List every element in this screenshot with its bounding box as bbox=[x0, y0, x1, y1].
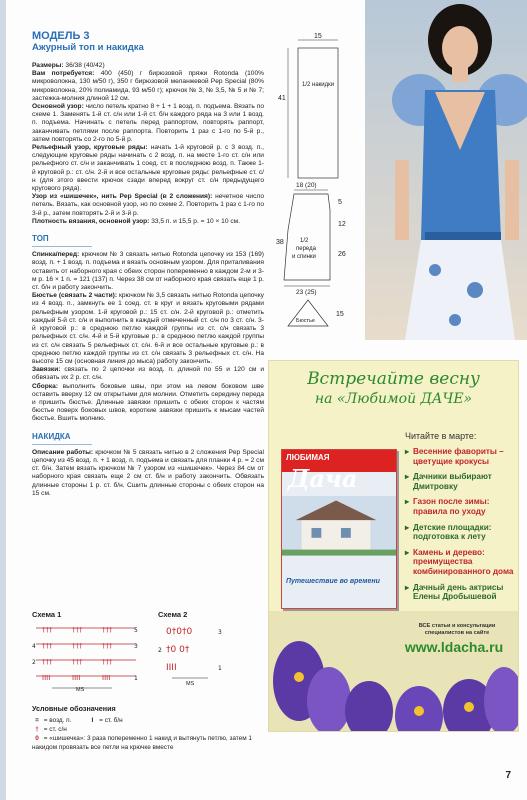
ad-article-3: ▸ Газон после зимы: правила по уходу bbox=[407, 497, 519, 516]
schema1-label: Схема 1 bbox=[32, 610, 62, 619]
legend bbox=[32, 716, 272, 752]
schema1-ms: MS bbox=[76, 687, 85, 692]
divider bbox=[32, 246, 92, 247]
backfront-label: Спинка/перед: bbox=[32, 251, 80, 259]
legend-row bbox=[32, 716, 272, 725]
svg-text:†††: ††† bbox=[72, 626, 83, 634]
svg-text:†††: ††† bbox=[102, 626, 113, 634]
ties-label: Завязки: bbox=[32, 366, 61, 374]
ad-article-1: ▸ Весенние фавориты – цветущие крокусы bbox=[407, 447, 519, 466]
svg-text:†††: ††† bbox=[72, 658, 83, 666]
legend-sc-text: ст. б/н bbox=[104, 717, 123, 724]
ad-site-note: ВСЕ статьи и консультации специалистов на сайте bbox=[418, 623, 496, 636]
chain-symbol-icon: = bbox=[35, 717, 39, 724]
dc-symbol-icon: † bbox=[35, 726, 39, 733]
shishechka-label: Узор из «шишечек», нить Pep Special (в 2 сложения): bbox=[32, 193, 213, 201]
bust-para bbox=[32, 292, 264, 366]
ties-value: связать по 2 цепочки из возд. п. длиной по 55 и 120 см и обвязать их 2 р. ст. с/н. bbox=[32, 366, 265, 382]
top-bottom-num: 23 (25) bbox=[296, 289, 317, 296]
main-pattern-label: Основной узор: bbox=[32, 103, 84, 111]
svg-text:5: 5 bbox=[134, 627, 138, 634]
ad-headline-1: Встречайте весну bbox=[307, 369, 480, 389]
top-label-1: 1/2 bbox=[300, 238, 309, 244]
schema2-label: Схема 2 bbox=[158, 610, 188, 619]
bust-height-num: 15 bbox=[336, 311, 344, 318]
top-side-right-3: 26 bbox=[338, 251, 346, 258]
ad-article-2: ▸ Дачники выбирают Дмитровку bbox=[407, 472, 519, 491]
cape-side-num: 41 bbox=[278, 95, 286, 102]
ad-read-label: Читайте в марте: bbox=[405, 431, 477, 441]
density-label: Плотность вязания, основной узор: bbox=[32, 217, 150, 225]
svg-text:2: 2 bbox=[158, 647, 162, 654]
shishechka-value: нечетное число петель. Вязать, как основной узор, но по схеме 2. Повторить 1 раз с 1-го по 3-й р., затем повторять 2-й и 3-й р. bbox=[32, 193, 264, 217]
ad-website-link[interactable]: www.ldacha.ru bbox=[404, 639, 504, 655]
legend-item-sc: I = ст. б/н bbox=[87, 716, 122, 725]
schema2-diagram bbox=[158, 620, 238, 690]
legend-item-bobble: 0 = «шишечка»: 3 раза попеременно 1 накид и вытянуть петлю, затем 1 накидом провязать все петли на крючке вместе bbox=[32, 735, 252, 751]
assembly-value: выполнить боковые швы, при этом на левом боковом шве оставить вверху 12 см открытыми для молнии. Отметить середину переда и пришить бюстье. Длинные завязки пришить с обеих сторон к частям бюстье поверх боковых швов, короткие завязки пришить к мысам частей бюстье. Вшить молнию. bbox=[32, 382, 264, 423]
cape-desc-label: Описание работы: bbox=[32, 448, 94, 456]
svg-text:IIII: IIII bbox=[102, 674, 111, 682]
top-label-3: и спинки bbox=[292, 254, 316, 260]
bust-value: крючком № 3,5 связать нитью Rotonda цепочку из 4 возд. п., замкнуть ее 1 соед. ст. в круг и вязать круговыми рядами рельефным узором. 1-й круговой р.: 15 ст. с/н. 2-й круговой р.: отметить каждый 5-й ст. с/н и выполнить в каждый отмеченный ст. с/н по 3 ст. с/н. 3-й круговой р.: в среднюю петлю каждой группы из ст. с/н связать 3 рельефных ст. с/н. 4-й и 5-й круговые р.: в среднюю петлю каждой группы из ст. с/н связать 5 рельефных ст. с/н. 6-й и все остальные круговые р.: в среднюю петлю каждой группы из ст. с/н связать 3 рельефных ст. с/н. На высоте 15 см (основная линия до мыса) работу закончить. bbox=[32, 292, 264, 365]
materials-para bbox=[32, 70, 264, 103]
model-title: МОДЕЛЬ 3 bbox=[32, 30, 90, 42]
svg-text:†††: ††† bbox=[42, 658, 53, 666]
cape-desc-value: крючком № 5 связать нитью в 2 сложения Pep Special цепочку из 45 возд. п. + 1 возд. п. подъема и связать для планки 4 р. = 2 см ст. б/н. Затем вязать крючком № 7 узором из «шишечек». Через 84 см от наборного края связать еще 2 см ст. б/н и работу закончить. Обвязать длинные стороны 1 р. ст. б/н. Сшить длинные стороны с обеих сторон на 15 см. bbox=[32, 448, 264, 497]
sizes-label: Размеры: bbox=[32, 62, 64, 69]
top-side-left-num: 38 bbox=[276, 239, 284, 246]
svg-text:†††: ††† bbox=[72, 642, 83, 650]
schema1-diagram bbox=[32, 620, 140, 692]
face bbox=[442, 26, 478, 70]
ad-headline-2: на «Любимой ДАЧЕ» bbox=[314, 391, 473, 407]
pattern-schematics bbox=[274, 30, 370, 330]
assembly-label: Сборка: bbox=[32, 382, 58, 390]
cape-top-num: 15 bbox=[314, 33, 322, 40]
relief-pattern-value: начать 1-й круговой р. с 3 возд. п., следующие круговые ряды начинать с 2 возд. п. на месте 1-го ст. с/н или рельефного ст. с/н и заканчивать 1 соед. ст. в последнюю возд. п. Также 1-й круговой р.: ст. с/н. 2-й и все остальные круговые ряды: рельефные ст. с/н (для этого ввести крючок сзади вперед вокруг ст. с/н предыдущего кругового ряда). bbox=[32, 144, 264, 193]
svg-text:†††: ††† bbox=[102, 658, 113, 666]
svg-text:4: 4 bbox=[32, 643, 36, 650]
legend-chain-text: возд. п. bbox=[49, 717, 72, 724]
legend-dc-text: ст. с/н bbox=[49, 726, 67, 733]
relief-pattern-label: Рельефный узор, круговые ряды: bbox=[32, 144, 148, 152]
model-subtitle: Ажурный топ и накидка bbox=[32, 42, 144, 53]
cover-house-image bbox=[282, 496, 396, 556]
legend-item-chain: = = возд. п. bbox=[32, 716, 71, 725]
top-heading: ТОП bbox=[32, 234, 49, 244]
svg-text:†††: ††† bbox=[42, 642, 53, 650]
house-illustration bbox=[282, 496, 396, 556]
cape-shape bbox=[298, 48, 338, 178]
ties-para bbox=[32, 366, 264, 382]
legend-bobble-text: «шишечка»: 3 раза попеременно 1 накид и вытянуть петлю, затем 1 накидом провязать все петли на крючке вместе bbox=[32, 735, 252, 751]
svg-text:†††: ††† bbox=[102, 642, 113, 650]
main-pattern-value: число петель кратно 8 + 1 + 1 возд. п. подъема. Вязать по схеме 1. Заменять 1-й ст. с/н или 1-й ст. б/н каждого ряда на 3 или 1 возд. п. подъема. Начинать с петель перед раппортом, повторять раппорт, заканчивать петлями после раппорта. Повторить 1 раз с 1-го по 5-й р., затем повторять со 2-го по 5-й р. bbox=[32, 103, 264, 143]
main-pattern-para bbox=[32, 103, 264, 144]
assembly-para bbox=[32, 383, 264, 424]
ad-article-list bbox=[407, 447, 519, 608]
photo-illustration bbox=[365, 0, 527, 340]
svg-text:1: 1 bbox=[134, 675, 138, 682]
instructions-column bbox=[32, 30, 264, 498]
top-side-right-2: 12 bbox=[338, 221, 346, 228]
schema1-svg bbox=[32, 620, 140, 692]
cape-label bbox=[302, 82, 334, 88]
sizes-value: 36/38 (40/42) bbox=[65, 62, 105, 69]
ad-article-4: ▸ Детские площадки: подготовка к лету bbox=[407, 523, 519, 542]
cover-logo: Дача bbox=[288, 464, 358, 493]
svg-text:IIII: IIII bbox=[166, 663, 177, 673]
top-side-right-1: 5 bbox=[338, 199, 342, 206]
svg-text:0†0†0: 0†0†0 bbox=[166, 627, 193, 637]
advertisement[interactable] bbox=[268, 360, 519, 732]
legend-item-dc: † = ст. с/н bbox=[32, 725, 272, 734]
sizes-para bbox=[32, 62, 264, 70]
top-shape bbox=[284, 194, 330, 280]
svg-text:2: 2 bbox=[32, 659, 36, 666]
legend-title: Условные обозначения bbox=[32, 704, 116, 713]
cape-desc-para bbox=[32, 449, 264, 498]
cape-heading: НАКИДКА bbox=[32, 431, 71, 441]
cover-top-band: ЛЮБИМАЯ bbox=[282, 450, 396, 472]
density-value: 33,5 п. и 15,5 р. = 10 × 10 см. bbox=[151, 217, 240, 225]
density-para bbox=[32, 218, 264, 226]
page-edge bbox=[0, 0, 6, 800]
bobble-symbol-icon: 0 bbox=[35, 735, 39, 742]
bust-label: Бюстье (связать 2 части): bbox=[32, 292, 118, 300]
backfront-para bbox=[32, 251, 264, 292]
bust-label: Бюстье bbox=[296, 318, 315, 324]
relief-pattern-para bbox=[32, 144, 264, 193]
svg-text:†0 0†: †0 0† bbox=[166, 645, 190, 655]
shishechka-para bbox=[32, 193, 264, 218]
cover-caption: Путешествие во времени bbox=[286, 578, 380, 585]
ad-article-5: ▸ Камень и дерево: преимущества комбинированного дома bbox=[407, 548, 519, 577]
ad-article-6: ▸ Дачный день актрисы Елены Дробышевой bbox=[407, 583, 519, 602]
model-photo bbox=[365, 0, 527, 340]
materials-value: 400 (450) г бирюзовой пряжи Rotonda (100% микроволокна, 130 м/50 г), 350 г бирюзовой меланжевой Pep Special (80% микроволокна, 20% полиамида, 93 м/50 г); крючок № 3, № 3,5, № 5 и № 7; застежка-молния длиной 12 см. bbox=[32, 70, 264, 102]
top-waist-num: 18 (20) bbox=[296, 182, 317, 189]
page-number: 7 bbox=[505, 770, 511, 781]
svg-text:IIII: IIII bbox=[42, 674, 51, 682]
cape-label-text: 1/2 накидки bbox=[302, 82, 335, 88]
top-label-2: переда bbox=[296, 246, 316, 252]
svg-text:3: 3 bbox=[134, 643, 138, 650]
sc-symbol-icon: I bbox=[91, 717, 94, 724]
skirt bbox=[405, 240, 515, 340]
magazine-cover bbox=[281, 449, 397, 609]
backfront-value: крючком № 3 связать нитью Rotonda цепочку из 153 (169) возд. п. + 1 возд. п. подъема и вязать основным узором. Для приталивания оставить от наборного края с обеих сторон попеременно в каждом 2-м и 3-м р. 16 × 1 п. = 121 (137) п. Через 38 см от наборного края связать еще 1 р. ст. б/н и работу закончить. bbox=[32, 251, 264, 292]
materials-label: Вам потребуется: bbox=[32, 70, 95, 78]
schematics-svg bbox=[274, 30, 370, 330]
svg-text:†††: ††† bbox=[42, 626, 53, 634]
divider bbox=[32, 444, 92, 445]
schema2-svg bbox=[158, 620, 238, 690]
schema2-ms: MS bbox=[186, 681, 195, 687]
svg-text:3: 3 bbox=[218, 629, 222, 636]
svg-text:IIII: IIII bbox=[72, 674, 81, 682]
svg-text:1: 1 bbox=[218, 665, 222, 672]
